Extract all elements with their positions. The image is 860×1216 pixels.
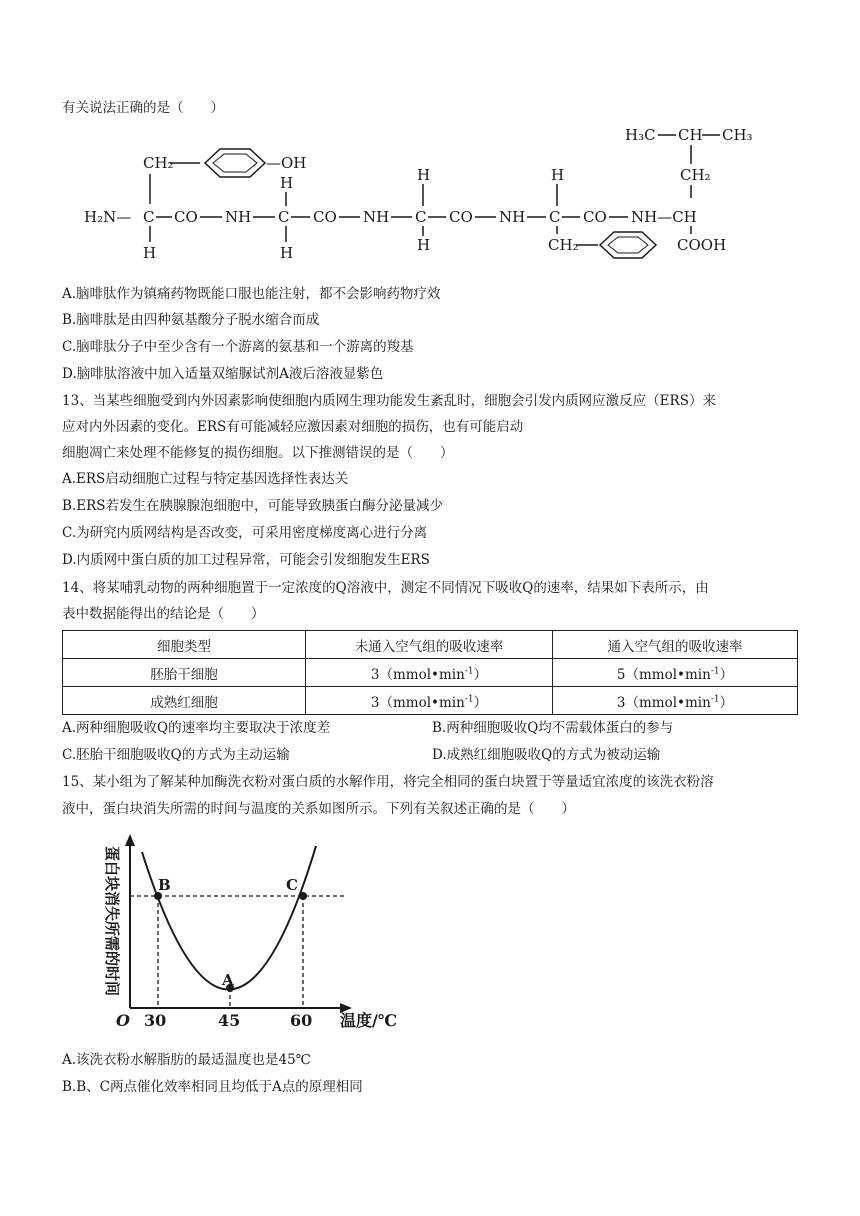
enkephalin-structure: [0, 118, 860, 288]
point-label-a: A: [222, 971, 234, 989]
ch2-right-label: CH₂: [680, 166, 711, 184]
h2n-label: H₂N—: [84, 208, 132, 226]
ch2-left-label: CH₂: [143, 154, 174, 172]
c2-label: C: [278, 208, 290, 226]
q14-option-b: B.两种细胞吸收Q均不需载体蛋白的参与: [432, 720, 674, 736]
table-cell: 胚胎干细胞: [63, 659, 306, 687]
table-row: [63, 687, 798, 715]
co2-label: CO: [313, 208, 337, 226]
c4-label: C: [549, 208, 561, 226]
q14-data-table: [62, 630, 798, 715]
q12-option-a: A.脑啡肽作为镇痛药物既能口服也能注射，都不会影响药物疗效: [62, 286, 441, 302]
h-below-c2: H: [280, 244, 294, 262]
c3-label: C: [415, 208, 427, 226]
q13-option-a: A.ERS启动细胞亡过程与特定基因选择性表达关: [62, 471, 349, 487]
tick-label-30: 30: [144, 1011, 167, 1030]
origin-label: O: [116, 1011, 130, 1030]
q15-option-b: B.B、C两点催化效率相同且均低于A点的原理相同: [62, 1079, 363, 1095]
q13-option-d: D.内质网中蛋白质的加工过程异常，可能会引发细胞发生ERS: [62, 552, 430, 568]
series-line: [142, 846, 316, 990]
h-above-c2: H: [280, 174, 294, 192]
q15-option-a: A.该洗衣粉水解脂肪的最适温度也是45℃: [62, 1052, 311, 1068]
tick-label-60: 60: [290, 1011, 313, 1030]
q13-option-c: C.为研究内质网结构是否改变，可采用密度梯度离心进行分离: [62, 525, 428, 541]
nh1-label: NH: [225, 208, 252, 226]
q13-stem-line3: 细胞凋亡来处理不能修复的损伤细胞。以下推测错误的是（ ）: [62, 445, 454, 461]
table-cell: 成熟红细胞: [63, 687, 306, 715]
q14-stem-line1: 14、将某哺乳动物的两种细胞置于一定浓度的Q溶液中，测定不同情况下吸收Q的速率，结果如下表所示，由: [62, 580, 709, 596]
table-header-row: [63, 631, 798, 659]
point-label-b: B: [158, 876, 171, 894]
table-cell: $3(mmol•\min^{-1})$: [306, 659, 553, 687]
chart-ylabel: 蛋白块消失所需的时间: [103, 846, 121, 997]
table-header-cell: 未通入空气组的吸收速率: [306, 631, 553, 659]
q14-option-a: A.两种细胞吸收Q的速率均主要取决于浓度差: [62, 720, 331, 736]
enzyme-temperature-chart: [80, 830, 460, 1055]
co3-label: CO: [449, 208, 473, 226]
q15-stem-line2: 液中，蛋白块消失所需的时间与温度的关系如图所示。下列有关叙述正确的是（ ）: [62, 801, 575, 817]
q13-option-b: B.ERS若发生在胰腺腺泡细胞中，可能导致胰蛋白酶分泌量减少: [62, 498, 443, 514]
point-label-c: C: [286, 876, 298, 894]
q12-option-b: B.脑啡肽是由四种氨基酸分子脱水缩合而成: [62, 312, 320, 328]
oh-label: —OH: [266, 154, 307, 172]
q12-option-c: C.脑啡肽分子中至少含有一个游离的氨基和一个游离的羧基: [62, 339, 414, 355]
h-below-c1: H: [143, 244, 157, 262]
ch2-benzyl-label: CH₂: [548, 236, 579, 254]
cooh-label: COOH: [677, 236, 727, 254]
c1-label: C: [143, 208, 155, 226]
q13-stem-line2: 应对内外因素的变化。ERS有可能减轻应激因素对细胞的损伤，也有可能启动: [62, 419, 524, 435]
tick-label-45: 45: [218, 1011, 241, 1030]
table-cell: $5(mmol•\min^{-1})$: [553, 659, 798, 687]
q14-stem-line2: 表中数据能得出的结论是（ ）: [62, 606, 265, 622]
table-cell: $3(mmol•\min^{-1})$: [306, 687, 553, 715]
nh2-label: NH: [363, 208, 390, 226]
question-12-stem: 有关说法正确的是（ ）: [62, 100, 224, 116]
h-above-c3: H: [417, 166, 431, 184]
q13-stem-line1: 13、当某些细胞受到内外因素影响使细胞内质网生理功能发生紊乱时，细胞会引发内质网应激反应（ERS）来: [62, 393, 716, 409]
q12-option-d: D.脑啡肽溶液中加入适量双缩脲试剂A液后溶液显紫色: [62, 366, 384, 382]
co4-label: CO: [583, 208, 607, 226]
ch-top-label: CH: [678, 126, 703, 144]
chart-xlabel: 温度/℃: [340, 1011, 398, 1030]
table-header-cell: 通入空气组的吸收速率: [553, 631, 798, 659]
q14-option-c: C.胚胎干细胞吸收Q的方式为主动运输: [62, 747, 290, 763]
point-c: [299, 892, 307, 900]
h-above-c4: H: [551, 166, 565, 184]
q14-option-d: D.成熟红细胞吸收Q的方式为被动运输: [432, 747, 661, 763]
table-header-cell: 细胞类型: [63, 631, 306, 659]
nh-ch-label: NH—CH: [631, 208, 697, 226]
ch3-label: CH₃: [722, 126, 753, 144]
table-row: [63, 659, 798, 687]
table-cell: $3(mmol•\min^{-1})$: [553, 687, 798, 715]
h3c-label: H₃C: [625, 126, 656, 144]
nh3-label: NH: [499, 208, 526, 226]
h-below-c3: H: [417, 236, 431, 254]
co1-label: CO: [174, 208, 198, 226]
q15-stem-line1: 15、某小组为了解某种加酶洗衣粉对蛋白质的水解作用，将完全相同的蛋白块置于等量适宜浓度的该洗衣粉溶: [62, 774, 714, 790]
